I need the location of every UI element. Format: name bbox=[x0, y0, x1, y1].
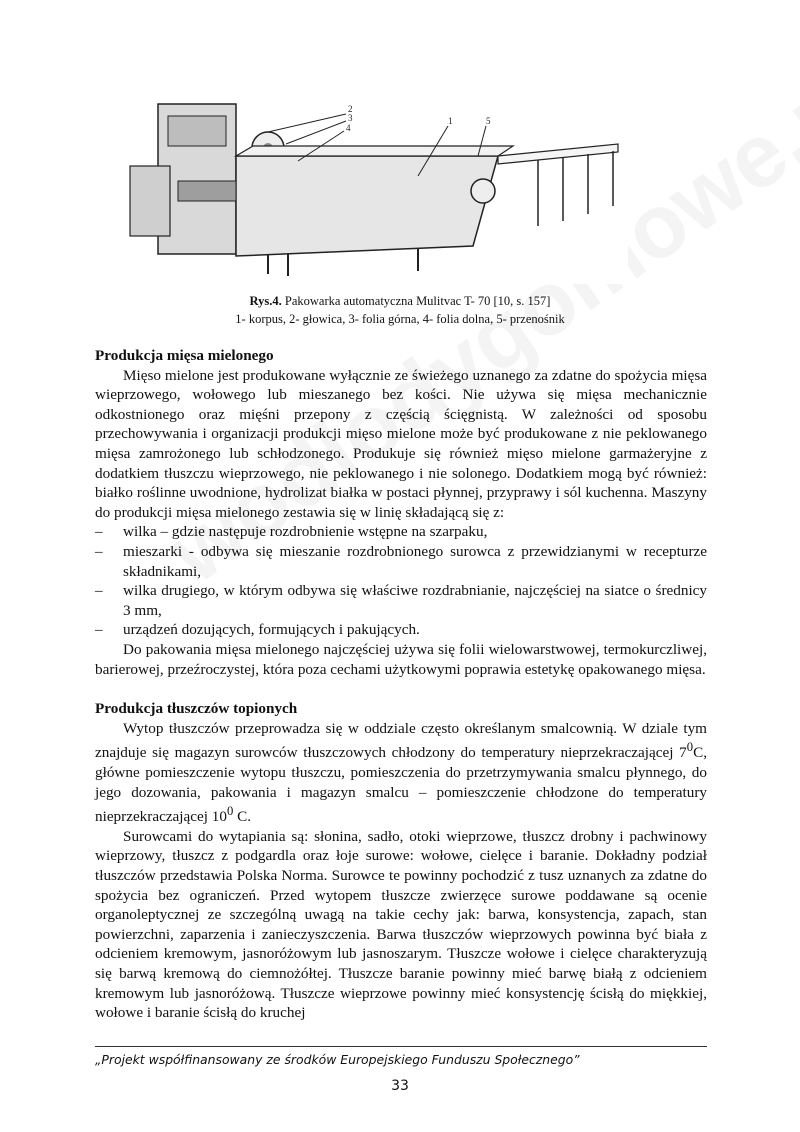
caption-title: Pakowarka automatyczna Mulitvac T- 70 [10, s. 157] bbox=[281, 294, 551, 308]
paragraph: Do pakowania mięsa mielonego najczęściej używa się folii wielowarstwowej, termokurczliwej, barierowej, przeźroczystej, która poza cechami użytkowymi poprawia estetykę opakowanego mięsa. bbox=[95, 640, 707, 678]
paragraph: Mięso mielone jest produkowane wyłącznie ze świeżego uznanego za zdatne do spożycia mięsa wieprzowego, wołowego lub mieszanego bez kości. Nie używa się mięsa mechanicznie odkostnionego oraz mięśni przepony z częścią ścięgnistą. W zależności od sposobu przechowywania i organizacji produkcji mięso mielone może być produkowane z nie peklowanego mięsa zamrożonego lub schłodzonego. Produkuje się również mięso mielone garmażeryjne z dodatkiem tłuszczu wieprzowego, nie peklowanego i nie solonego. Dodatkiem mogą być również: białko roślinne uwodnione, hydrolizat białka w postaci płynnej, przyprawy i sól kuchenna. Maszyny do produkcji mięsa mielonego zestawia się w linię składającą się z: bbox=[95, 366, 707, 521]
figure-label-2: 2 bbox=[348, 104, 353, 114]
figure-label-1: 1 bbox=[448, 116, 453, 126]
paragraph: Surowcami do wytapiania są: słonina, sadło, otoki wieprzowe, tłuszcz drobny i pachwinowy wieprzowy, tłuszcz z podgardla oraz łoje surowe: wołowe, cielęce i baranie. Dokładny podział tłuszczów przedstawia Polska Norma. Surowce te powinny pochodzić z tusz uznanych za zdatne do spożycia bez ograniczeń. Przed wytopem tłuszcze zwierzęce surowe poddawane są ocenie organoleptycznej ze szczególną uwagą na takie cechy jak: barwa, konsystencja, zapach, stan powierzchni, zaparzenia i zanieczyszczenia. Barwa tłuszczów wieprzowych powinna być biała z odcieniem kremowym, jasnoróżowym lub jasnoszarym. Tłuszcze wołowe i cielęce charakteryzują się barwą kremową do ciemnożółtej. Tłuszcze baranie powinny mieć barwę białą z odcieniem kremowym lub jasnoróżową. Tłuszcze wieprzowe powinny mieć konsystencję ścisłą do miękkiej, wołowe i baranie ścisłą do kruchej bbox=[95, 827, 707, 1022]
caption-title-line bbox=[95, 292, 705, 310]
figure-label-3: 3 bbox=[348, 113, 353, 123]
figure-label-4: 4 bbox=[346, 123, 351, 133]
caption-label: Rys.4. bbox=[249, 294, 282, 308]
packaging-machine-figure bbox=[118, 96, 628, 284]
main-content bbox=[95, 346, 707, 1023]
packaging-machine-drawing bbox=[118, 96, 628, 284]
list-item: – mieszarki - odbywa się mieszanie rozdrobnionego surowca z przewidzianymi w recepturze składnikami, bbox=[95, 542, 707, 580]
figure-caption bbox=[95, 292, 705, 328]
section-heading-rendered-fats: Produkcja tłuszczów topionych bbox=[95, 700, 298, 718]
list-item: – wilka drugiego, w którym odbywa się właściwe rozdrabnianie, najczęściej na siatce o średnicy 3 mm, bbox=[95, 582, 707, 619]
list-item: – wilka – gdzie następuje rozdrobnienie wstępne na szarpaku, bbox=[95, 523, 488, 541]
machine-list bbox=[95, 522, 707, 640]
footer-note: „Projekt współfinansowany ze środków Europejskiego Funduszu Społecznego” bbox=[95, 1052, 580, 1067]
section-heading-minced-meat: Produkcja mięsa mielonego bbox=[95, 347, 274, 364]
footer-divider bbox=[95, 1046, 707, 1047]
paragraph: Wytop tłuszczów przeprowadza się w oddziale często określanym smalcownią. W dziale tym znajduje się magazyn surowców tłuszczowych chłodzony do temperatury nieprzekraczającej $7^0C$, główne pomieszczenie wytopu tłuszczu, pomieszczenia do przetrzymywania smalcu płynnego, do jego dozowania, pakowania i magazyn smalcu – pomieszczenie chłodzone do temperatury nieprzekraczającej $10^0$ C. bbox=[95, 719, 707, 826]
page-number: 33 bbox=[391, 1078, 409, 1094]
list-item: – urządzeń dozujących, formujących i pakujących. bbox=[95, 621, 420, 639]
figure-label-5: 5 bbox=[486, 116, 491, 126]
caption-legend: 1- korpus, 2- głowica, 3- folia górna, 4- folia dolna, 5- przenośnik bbox=[235, 312, 565, 326]
